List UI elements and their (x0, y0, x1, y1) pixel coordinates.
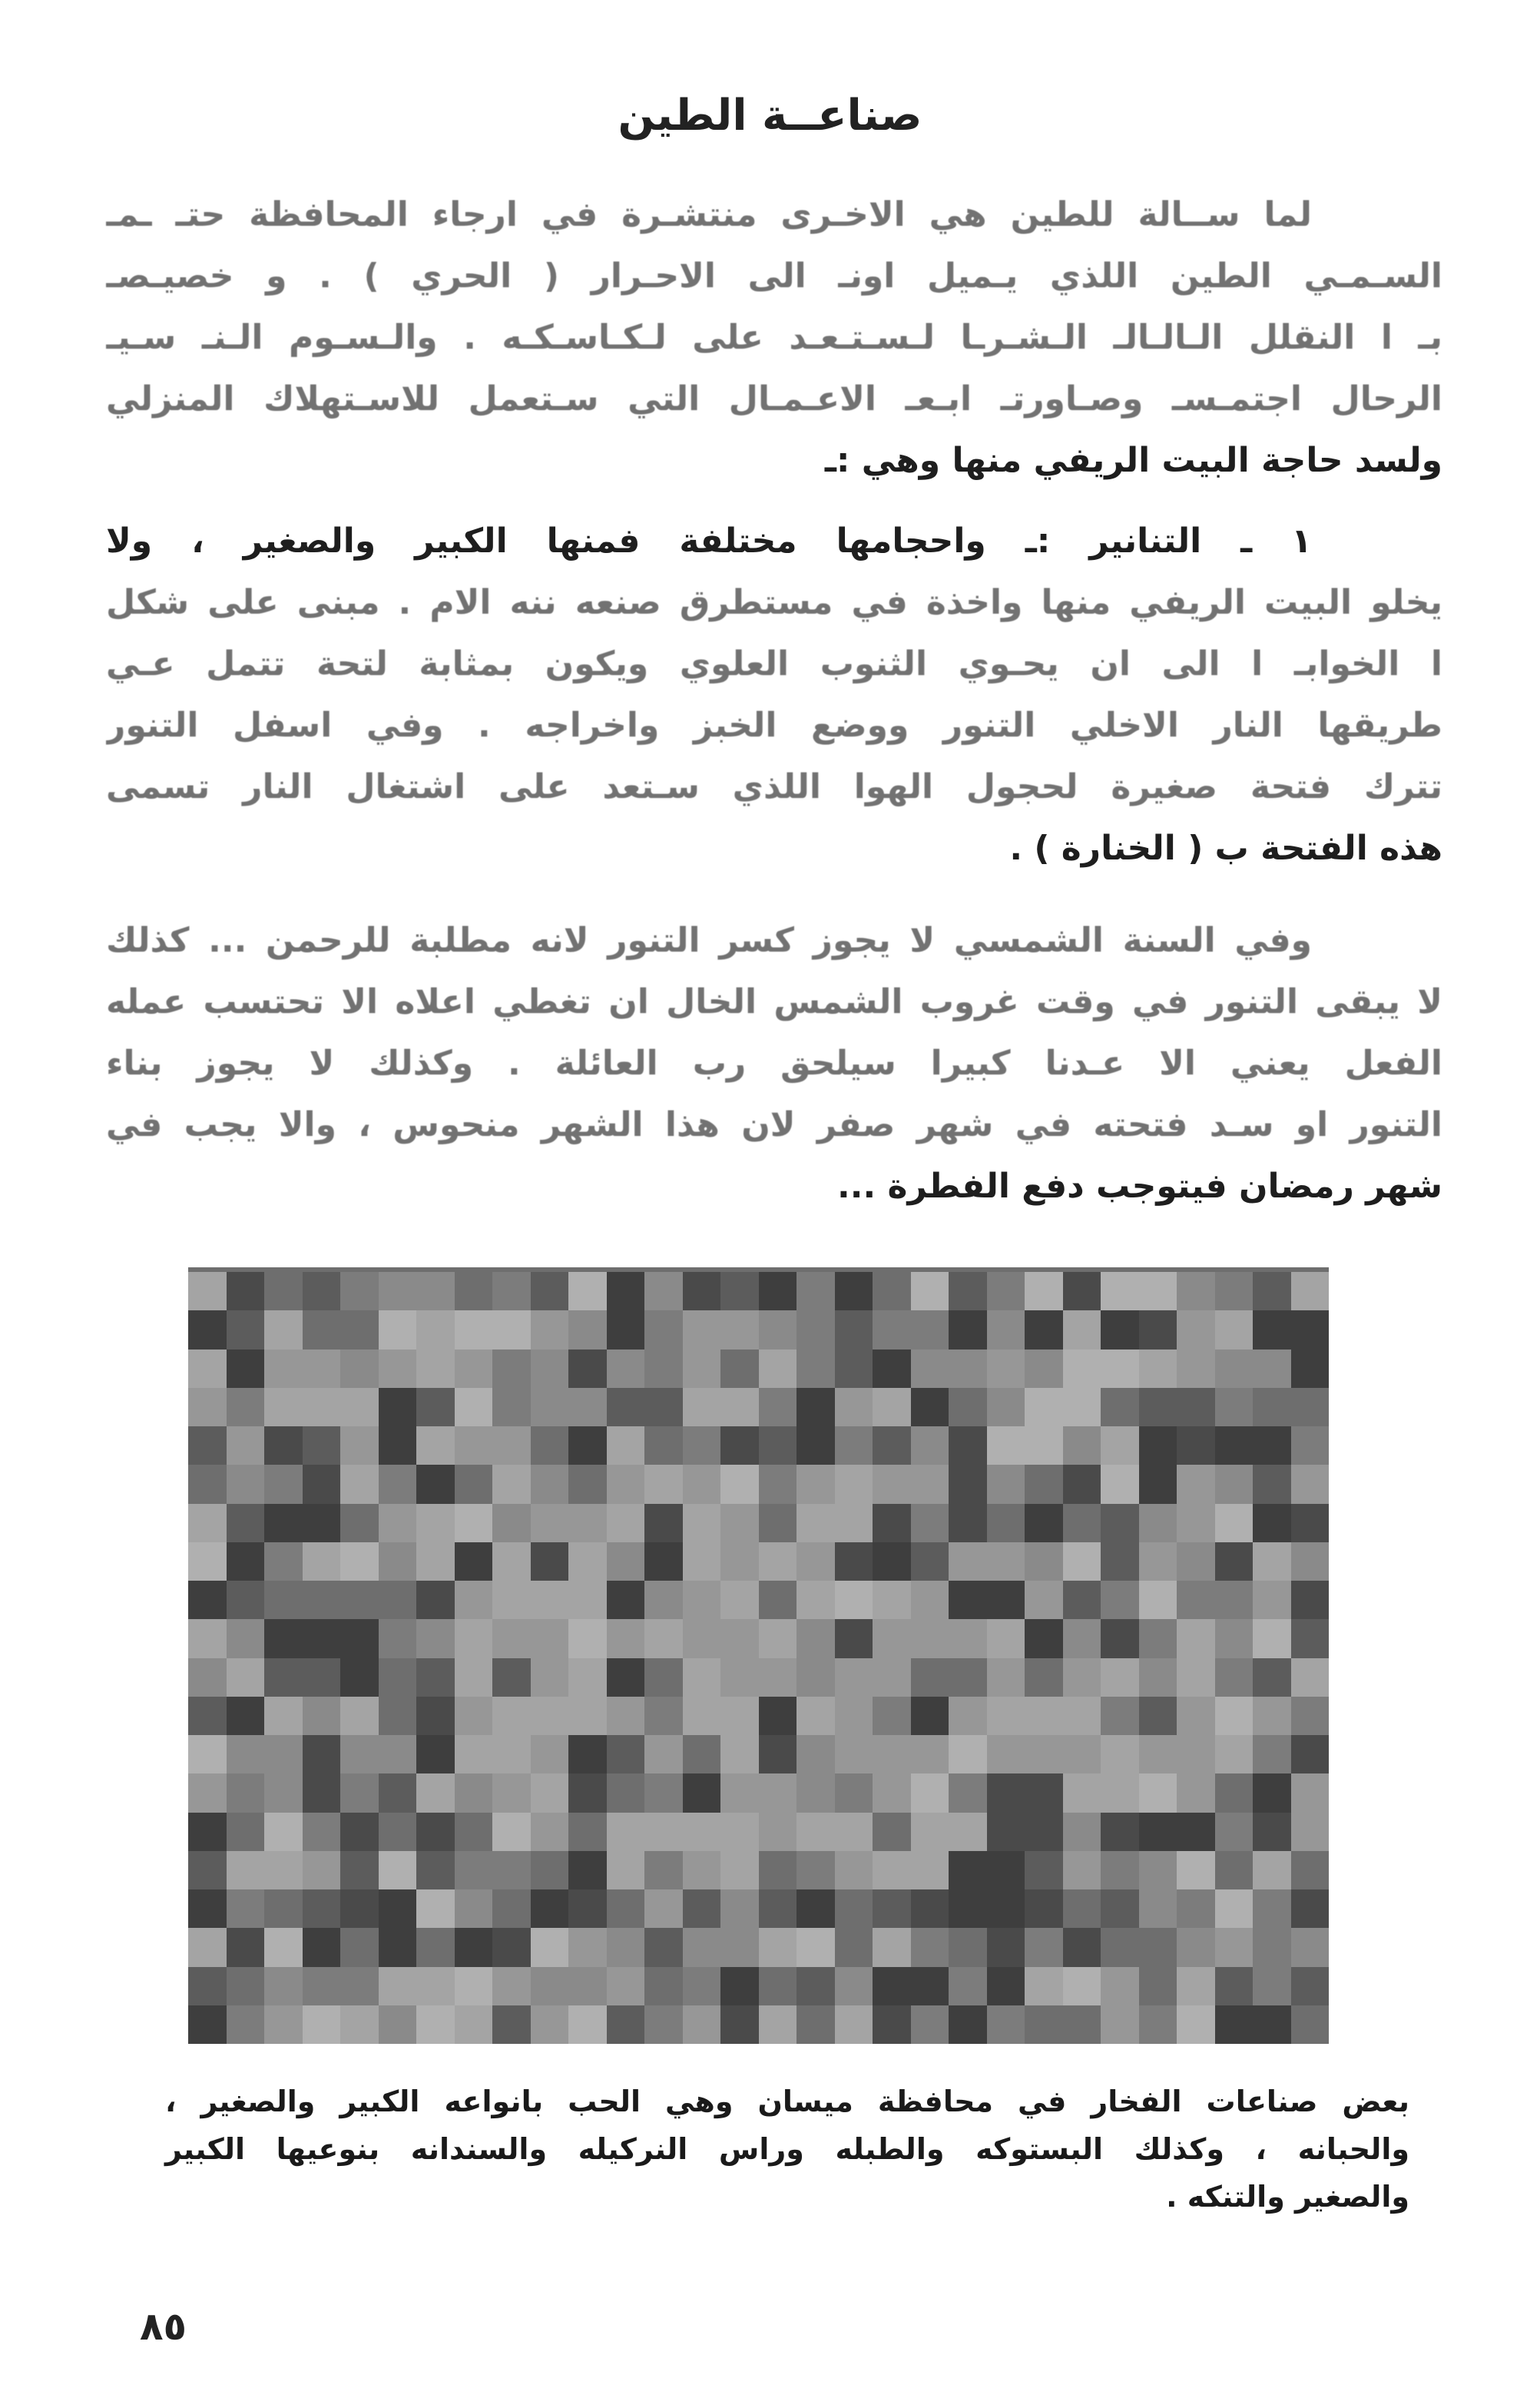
paragraph-line: وفي السنة الشمسي لا يجوز كسر التنور لانه مطلبة للرحمن ... كذلك (106, 921, 1312, 960)
paragraph-line: الرحال اجتمـسـ وصـاورتـ ابـعـ الاعـمـال التي سـتعمل للاسـتهلاك المنزلي (106, 379, 1442, 419)
paragraph-line: يخلو البيت الريفي منها واخذة في مستطرق صنعه ننه الام . مبنى على شكل (106, 583, 1442, 622)
paragraph-line: التنور او سـد فتحته في شهر صفر لان هذا الشهر منحوس ، والا يجب في (106, 1105, 1442, 1144)
caption-line: بعض صناعات الفخار في محافظة ميسان وهي الحب بانواعه الكبير والصغير ، (165, 2085, 1409, 2118)
page-title: صناعــة الطين (618, 91, 922, 141)
paragraph-line: الفعل يعني الا عـدنا كبيرا سيلحق رب العائلة . وكذلك لا يجوز بناء (106, 1044, 1442, 1083)
paragraph-line: هذه الفتحة ب ( الخنارة ) . (1009, 829, 1442, 868)
paragraph-line: طريقها النار الاخلي التنور ووضع الخبز واخراجه . وفي اسفل التنور (106, 706, 1442, 745)
paragraph-line: شهر رمضان فيتوجب دفع الفطرة ... (837, 1167, 1442, 1206)
paragraph-line: تترك فتحة صغيرة لحجول الهوا اللذي سـتعد على اشتغال النار تسمى (106, 767, 1442, 806)
paragraph-line: ١ ـ التنانير :ـ واحجامها مختلفة فمنها الكبير والصغير ، ولا (106, 522, 1312, 561)
paragraph-line: ولسد حاجة البيت الريفي منها وهي :ـ (824, 441, 1442, 480)
paragraph-line: لما ســالة للطين هي الاخـرى منتشـرة في ارجاء المحافظة حتـ ـمـ (106, 195, 1312, 234)
paragraph-intro (106, 184, 1442, 492)
page-number: ٨٥ (140, 2304, 187, 2349)
paragraph-line: ا الخوابـ ا الى ان يحـوي الثنوب العلوي ويكون بمثابة لتحة تتمل عـي (106, 644, 1442, 684)
paragraph-beliefs (106, 910, 1442, 1217)
photo-pixel-grid (188, 1272, 1329, 2044)
pottery-photo (188, 1267, 1329, 2044)
paragraph-line: السـمـي الطين اللذي يـميل اونـ الى الاحـرار ( الحري ) . و خصيـصـ (106, 257, 1442, 296)
caption-line: والصغير والتنكه . (1166, 2180, 1409, 2214)
paragraph-tananir (106, 511, 1442, 879)
caption-line: والحبانه ، وكذلك البستوكه والطبله وراس النركيله والسندانه بنوعيها الكبير (165, 2132, 1409, 2166)
paragraph-line: بـ ا النقلل الـالـالـ الـشـرـا لـسـتـعـد على لـكـاسـكـه . والـسـوم الـنـ سـيـ (106, 318, 1442, 357)
photo-caption (165, 2078, 1409, 2221)
paragraph-line: لا يبقى التنور في وقت غروب الشمس الخال ان تغطي اعلاه الا تحتسب عمله (106, 982, 1442, 1022)
